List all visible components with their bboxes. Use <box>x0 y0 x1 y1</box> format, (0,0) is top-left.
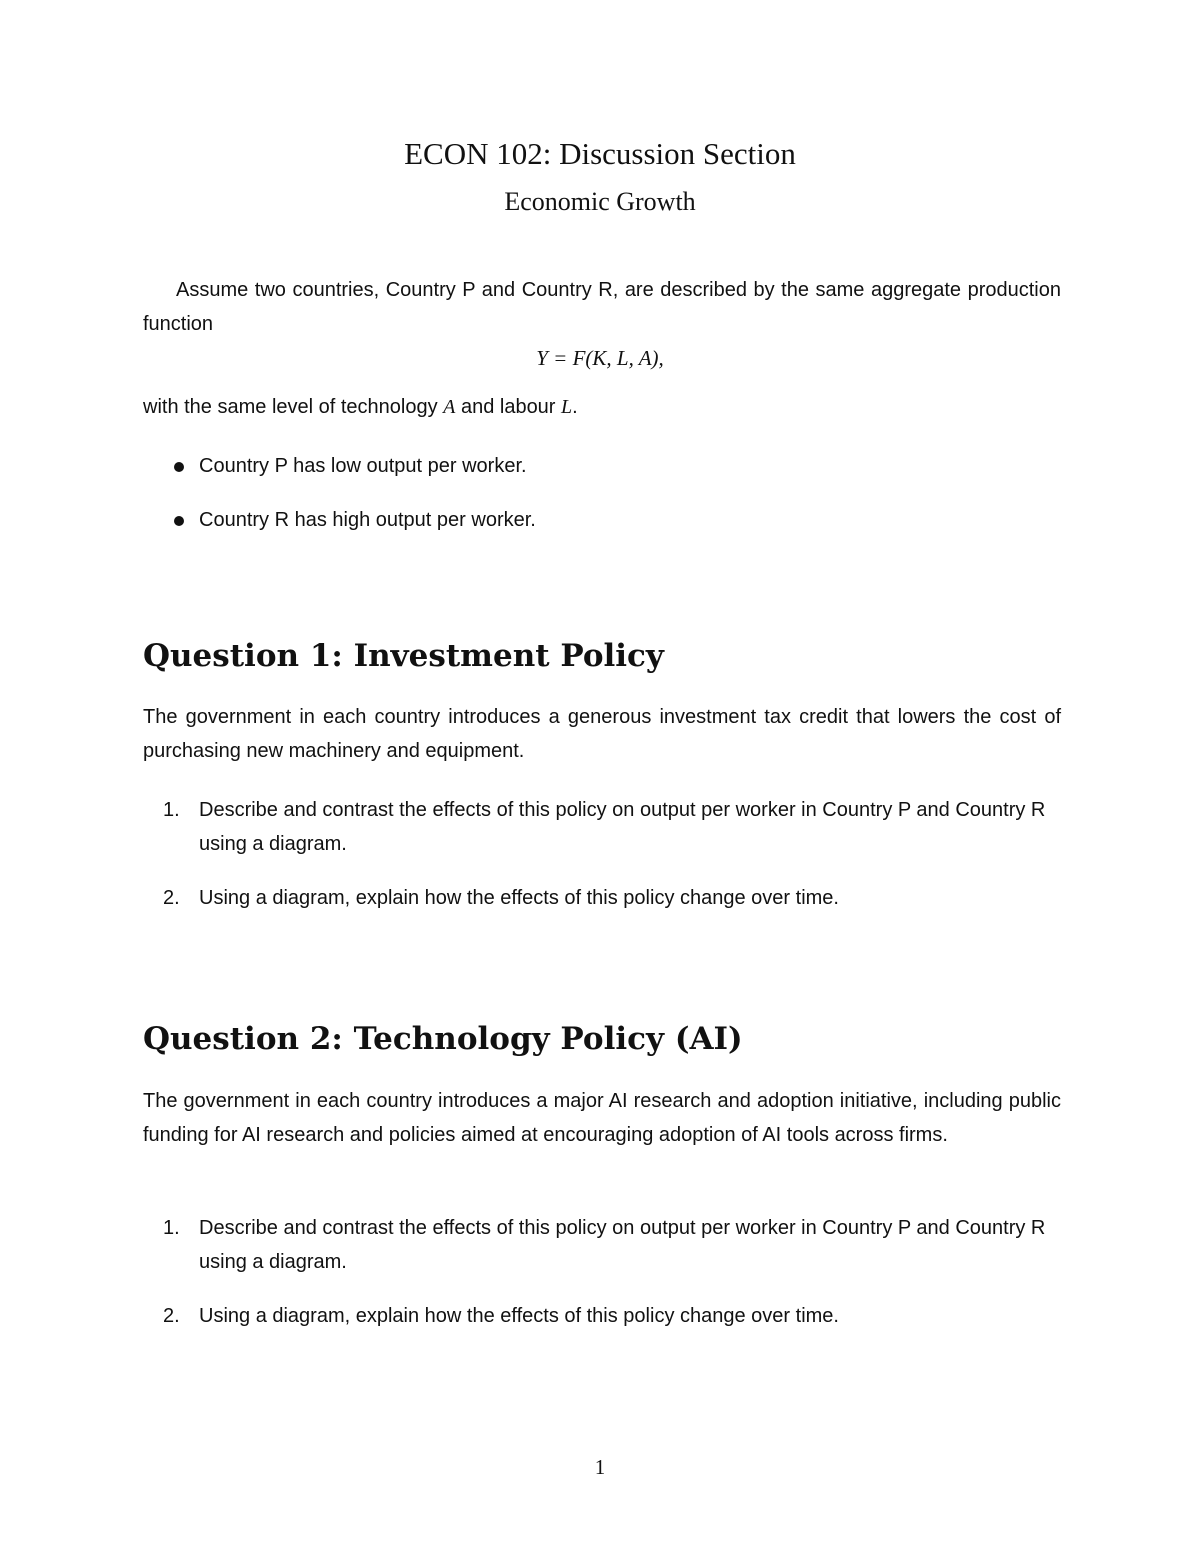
intro-followup <box>143 390 1061 424</box>
question-1-description: The government in each country introduces a generous investment tax credit that lowers the cost of purchasing new machinery and equipment. <box>143 706 1061 762</box>
question-1-item-2: Using a diagram, explain how the effects of this policy change over time. <box>199 887 839 909</box>
question-2-description: The government in each country introduces a major AI research and adoption initiative, including public funding for AI research and policies aimed at encouraging adoption of AI tools across firms. <box>143 1090 1061 1146</box>
list-item-number: 1. <box>163 1217 180 1239</box>
question-2-item-2: Using a diagram, explain how the effects of this policy change over time. <box>199 1305 839 1327</box>
document-subtitle: Economic Growth <box>504 187 696 216</box>
variable-a: A <box>443 396 456 418</box>
list-item-number: 2. <box>163 1305 180 1327</box>
bullet-dot-icon <box>174 462 184 472</box>
list-item-number: 1. <box>163 799 180 821</box>
followup-middle: and labour <box>455 396 562 418</box>
followup-suffix: . <box>572 396 578 418</box>
document-title: ECON 102: Discussion Section <box>404 136 796 171</box>
page-number: 1 <box>594 1455 606 1479</box>
question-2-heading: Question 2: Technology Policy (AI) <box>143 1021 743 1057</box>
variable-l: L <box>561 396 573 418</box>
list-item-number: 2. <box>163 887 180 909</box>
question-2-item-1: Describe and contrast the effects of this policy on output per worker in Country P and Country R using a diagram. <box>199 1217 1046 1273</box>
followup-prefix: with the same level of technology <box>143 396 444 418</box>
bullet-item: Country P has low output per worker. <box>199 455 527 477</box>
bullet-item: Country R has high output per worker. <box>199 509 536 531</box>
question-1-heading: Question 1: Investment Policy <box>143 638 664 674</box>
intro-paragraph: Assume two countries, Country P and Country R, are described by the same aggregate production function <box>143 279 1061 335</box>
production-function-equation: Y = F(K, L, A), <box>536 346 664 370</box>
question-1-item-1: Describe and contrast the effects of this policy on output per worker in Country P and Country R using a diagram. <box>199 799 1046 855</box>
bullet-dot-icon <box>174 516 184 526</box>
